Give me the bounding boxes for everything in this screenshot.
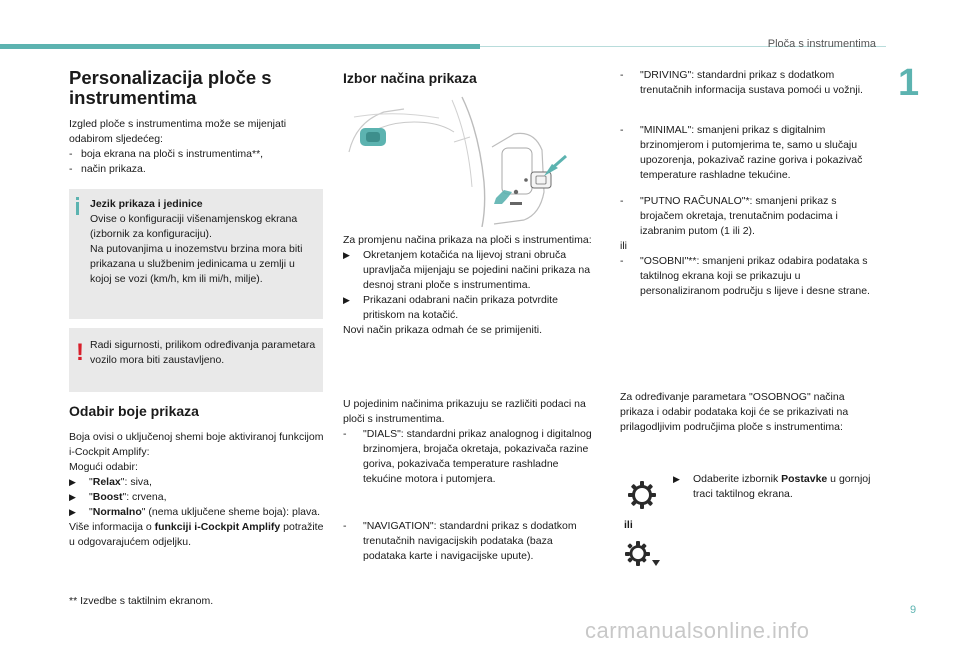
modes-block	[343, 397, 593, 487]
personal-intro: Za određivanje parametara "OSOBNOG" načina prikaza i odabir podataka koji će se prikazivati na prilagodljivim područjima ploče s instrumentima:	[620, 391, 849, 433]
settings-gear-dropdown-icon[interactable]	[624, 540, 664, 572]
list-item: ▶ "Normalno" (nema uključene sheme boja): plava.	[69, 506, 320, 518]
more-info: Više informacija o funkciji i-Cockpit Amplify potražite u odgovarajućem odjeljku.	[69, 521, 324, 548]
select-menu-block	[673, 472, 873, 502]
minimal-block	[620, 123, 876, 183]
intro-text: Izgled ploče s instrumentima može se mijenjati odabirom sljedećeg:	[69, 118, 287, 145]
colour-intro: Boja ovisi o uključenoj shemi boje aktiviranoj funkcijom i-Cockpit Amplify:	[69, 431, 324, 458]
page-title: Personalizacija ploče s instrumentima	[69, 67, 272, 108]
change-block	[343, 233, 593, 338]
list-item: ▶ Odaberite izbornik Postavke u gornjoj traci taktilnog ekrana.	[673, 473, 871, 500]
info-line: Na putovanjima u inozemstvu brzina mora biti prikazana u službenim jedinicama u zemlji u kojoj se vozi (km/h, km ili mi/h, milje).	[90, 243, 303, 285]
or-text: ili	[624, 519, 633, 531]
list-item: - "MINIMAL": smanjeni prikaz s digitalnim brzinomjerom i putomjerima te, samo u slučaju upozorenja, pokazivač razine goriva i pokazivač temperature rashladne tekućine.	[620, 124, 863, 181]
colour-section-title: Odabir boje prikaza	[69, 403, 199, 419]
info-line: Ovise o konfiguraciji višenamjenskog ekrana (izbornik za konfiguraciju).	[90, 213, 298, 240]
page-number: 9	[910, 604, 917, 616]
display-mode-title: Izbor načina prikaza	[343, 70, 477, 86]
info-icon	[76, 197, 80, 215]
list-item: - "NAVIGATION": standardni prikaz s dodatkom trenutačnih navigacijskih podataka (baza podataka karte i navigacijske upute).	[343, 520, 577, 562]
warning-text: Radi sigurnosti, prilikom određivanja parametara vozilo mora biti zaustavljeno.	[90, 339, 316, 366]
watermark: carmanualsonline.info	[585, 618, 810, 643]
list-item: - "OSOBNI"**: smanjeni prikaz odabira podataka s taktilnog ekrana koji se prikazuju u personaliziranom području s lijeve i desne strane.	[620, 255, 870, 297]
modes-intro: U pojedinim načinima prikazuju se različiti podaci na ploči s instrumentima.	[343, 398, 586, 425]
section-title: Ploča s instrumentima	[767, 38, 876, 50]
info-heading: Jezik prikaza i jedinice	[90, 198, 203, 210]
or-text: ili	[620, 240, 627, 252]
colour-block	[69, 430, 324, 550]
list-item: ▶ Prikazani odabrani način prikaza potvrdite pritiskom na kotačić.	[343, 294, 558, 321]
list-item: - boja ekrana na ploči s instrumentima**,	[69, 148, 264, 160]
driving-block	[620, 68, 876, 98]
colour-possible: Mogući odabir:	[69, 461, 138, 473]
applied-text: Novi način prikaza odmah će se primijeniti.	[343, 324, 543, 336]
steering-wheel-illustration	[344, 92, 576, 227]
list-item: - način prikaza.	[69, 163, 146, 175]
warning-icon: !	[76, 339, 84, 366]
settings-gear-icon[interactable]	[626, 479, 658, 511]
chapter-number: 1	[898, 62, 920, 104]
list-item: - "DRIVING": standardni prikaz s dodatkom trenutačnih informacija sustava pomoći u vožnji.	[620, 69, 863, 96]
intro-block	[69, 117, 324, 177]
list-item: - "PUTNO RAČUNALO"*: smanjeni prikaz s brojačem okretaja, trenutačnim podacima i izabranim putom (1 ili 2).	[620, 195, 838, 237]
change-intro: Za promjenu načina prikaza na ploči s instrumentima:	[343, 234, 592, 246]
list-item: ▶ Okretanjem kotačića na lijevoj strani obruča upravljača mijenjaju se pojedini načini prikaza na desnoj strani ploče s instrumentima.	[343, 249, 591, 291]
list-item: ▶ "Relax": siva,	[69, 476, 152, 488]
footnote: ** Izvedbe s taktilnim ekranom.	[69, 595, 214, 607]
list-item: - "DIALS": standardni prikaz analognog i digitalnog brzinomjera, brojača okretaja, pokazivača razine goriva, pokazivača temperature rashladne tekućine motora i putomjera.	[343, 428, 592, 485]
header-accent-bar	[0, 44, 480, 49]
list-item: ▶ "Boost": crvena,	[69, 491, 167, 503]
navigation-block	[343, 519, 593, 564]
trip-block	[620, 194, 876, 299]
info-content	[90, 197, 318, 287]
